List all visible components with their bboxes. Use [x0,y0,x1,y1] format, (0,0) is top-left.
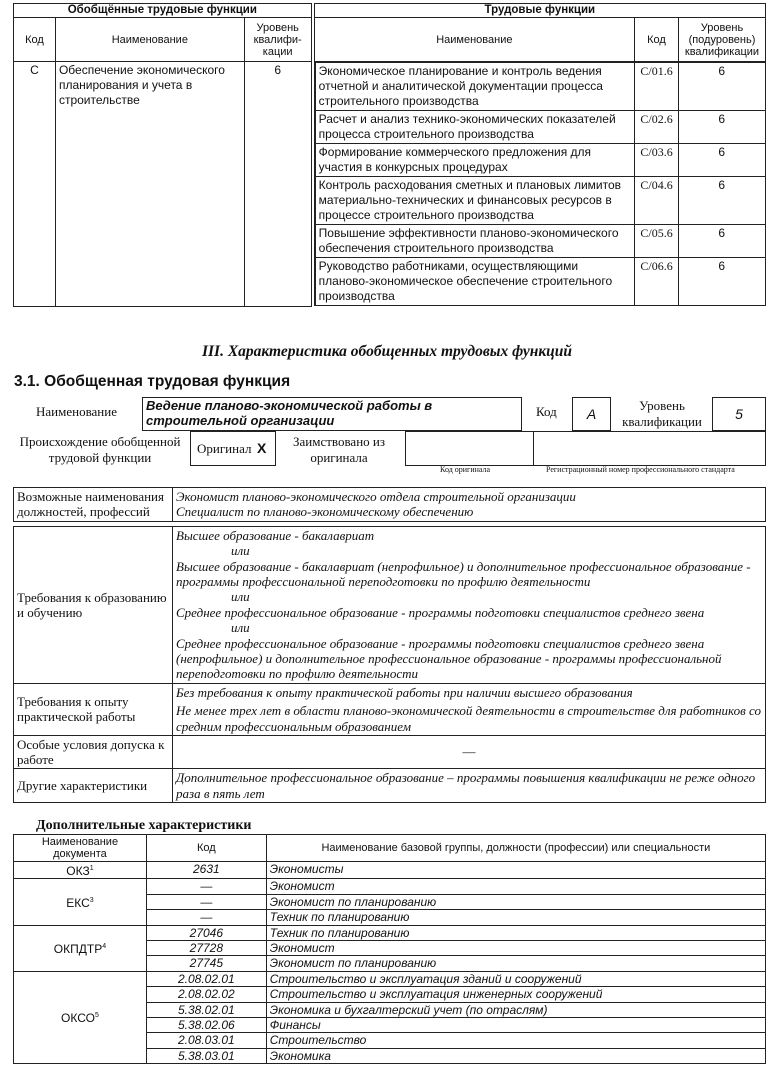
additional-table [13,834,766,1064]
function-name: Руководство работниками, осуществляющими планово-экономическое обеспечение строительного производства [315,258,634,306]
additional-code: 2.08.02.02 [146,987,266,1002]
additional-row [14,862,766,879]
document-name [14,862,147,879]
other-label: Другие характеристики [14,769,173,803]
document-name [14,925,147,971]
additional-code: 2631 [146,862,266,879]
function-level: 6 [679,225,765,258]
gtf-name: Обеспечение экономического планирования и учета в строительстве [55,62,244,307]
additional-code: — [146,910,266,925]
orig-code-caption: Код оригинала [440,465,491,474]
education-values [173,526,766,683]
col-code-header: Код [14,18,56,62]
additional-code: — [146,879,266,894]
additional-name: Экономист по планированию [266,956,765,971]
additional-name: Строительство [266,1033,765,1048]
function-code: C/05.6 [635,225,679,258]
additional-name: Экономисты [266,862,765,879]
name-value: Ведение планово-экономической работы в строительной организации [146,398,433,428]
function-code: C/03.6 [635,144,679,177]
additional-name: Экономист по планированию [266,894,765,909]
additional-name: Техник по планированию [266,910,765,925]
gtf-title: 3.1. Обобщенная трудовая функция [14,373,291,390]
additional-name: Строительство и эксплуатация инженерных сооружений [266,987,765,1002]
col-name-right-header: Наименование [314,18,634,62]
reg-num-caption: Регистрационный номер профессионального стандарта [546,465,735,474]
col-level-right-header: Уровень (подуровень) квалификации [678,18,765,62]
function-level: 6 [679,177,765,225]
code-label: Код [536,404,557,419]
additional-code: 27728 [146,941,266,956]
function-row [315,258,765,306]
function-name: Повышение эффективности планово-экономического обеспечения строительного производства [315,225,634,258]
function-level: 6 [679,111,765,144]
original-label: Оригинал [197,441,252,456]
function-name: Экономическое планирование и контроль ведения отчетной и аналитической документации процесса строительного производства [315,63,634,111]
gtf-level: 6 [244,62,311,307]
footnote-mark: 5 [94,1012,99,1020]
functions-container [314,62,765,307]
additional-row [14,925,766,940]
footnote-mark: 1 [89,865,94,872]
name-box [142,397,522,431]
function-level: 6 [679,63,765,111]
document-label: ЕКС [66,895,90,910]
additional-code: 5.38.02.06 [146,1018,266,1033]
position-item: Экономист планово-экономического отдела строительной организации [176,489,576,504]
document-label: ОКСО [61,1011,95,1026]
original-box [190,431,276,466]
section-title: III. Характеристика обобщенных трудовых функций [201,343,573,360]
function-level: 6 [679,258,765,306]
education-or: или [231,620,250,636]
additional-name: Экономика [266,1048,765,1063]
function-level: 6 [679,144,765,177]
education-item: Высшее образование - бакалавриат (непрофильное) и дополнительное профессиональное образование - программы профессиональной переподготовки по профилю деятельности [176,558,751,590]
additional-name: Экономист [266,941,765,956]
additional-name: Экономист [266,879,765,894]
col-code-header: Код [146,835,266,862]
level-value: 5 [735,406,743,422]
generalized-functions-header: Обобщённые трудовые функции [14,4,312,18]
function-row [315,177,765,225]
other-value: Дополнительное профессиональное образование – программы повышения квалификации не реже одного раза в пять лет [173,769,766,803]
additional-row [14,879,766,894]
additional-code: 2.08.02.01 [146,971,266,986]
labor-functions-header: Трудовые функции [314,4,765,18]
function-name: Контроль расходования сметных и плановых лимитов материально-технических и финансовых ресурсов в процессе строительного производства [315,177,634,225]
experience-item: Не менее трех лет в области планово-экономической деятельности в строительстве для работников со средним профессиональным образованием [176,703,761,734]
additional-code: 2.08.03.01 [146,1033,266,1048]
col-code-right-header: Код [635,18,679,62]
labor-functions-table [13,3,766,307]
experience-values [173,683,766,735]
additional-name: Строительство и эксплуатация зданий и сооружений [266,971,765,986]
additional-title: Дополнительные характеристики [36,818,252,833]
additional-row [14,971,766,986]
function-row [315,225,765,258]
education-item: Среднее профессиональное образование - программы подготовки специалистов среднего звена (непрофильное) и дополнительное профессиональное образование - программы профессиональной переподготовки по профилю деятельности [176,635,722,682]
functions-subtable [315,62,766,306]
characteristics-table [13,487,766,803]
function-row [315,144,765,177]
function-code: C/04.6 [635,177,679,225]
borrowed-label: Заимствовано из оригинала [292,434,385,465]
experience-item: Без требования к опыту практической работы при наличии высшего образования [176,684,633,700]
function-name: Расчет и анализ технико-экономических показателей процесса строительного производства [315,111,634,144]
level-label: Уровень квалификации [622,398,702,429]
additional-code: — [146,894,266,909]
additional-code: 5.38.02.01 [146,1002,266,1017]
additional-code: 5.38.03.01 [146,1048,266,1063]
col-name-header: Наименование [55,18,244,62]
code-value: A [586,406,597,422]
name-label: Наименование [36,404,117,419]
orig-code-box [405,431,534,466]
document-name [14,879,147,925]
level-box [712,397,766,431]
education-label: Требования к образованию и обучению [14,526,173,683]
col-doc-header: Наименование документа [14,835,147,862]
education-or: или [231,543,250,559]
position-item: Специалист по планово-экономическому обеспечению [176,504,474,520]
function-code: C/01.6 [635,63,679,111]
positions-values [173,488,766,522]
function-name: Формирование коммерческого предложения для участия в конкурсных процедурах [315,144,634,177]
education-or: или [231,589,250,605]
document-name [14,971,147,1063]
gtf-code: C [14,62,56,307]
code-box [572,397,611,431]
document-label: ОКПДТР [53,942,103,957]
additional-name: Экономика и бухгалтерский учет (по отраслям) [266,1002,765,1017]
special-label: Особые условия допуска к работе [14,736,173,769]
function-code: C/06.6 [635,258,679,306]
additional-code: 27745 [146,956,266,971]
education-item: Высшее образование - бакалавриат [176,527,375,543]
additional-name: Техник по планированию [266,925,765,940]
additional-name: Финансы [266,1018,765,1033]
document-label: ОКЗ [66,864,90,878]
experience-label: Требования к опыту практической работы [14,683,173,735]
education-item: Среднее профессиональное образование - программы подготовки специалистов среднего звена [176,604,705,620]
additional-code: 27046 [146,925,266,940]
col-name-header: Наименование базовой группы, должности (профессии) или специальности [266,835,765,862]
function-row [315,111,765,144]
function-code: C/02.6 [635,111,679,144]
function-row [315,63,765,111]
reg-num-box [533,431,766,466]
footnote-mark: 4 [102,943,107,951]
special-value: — [173,736,766,769]
col-level-header: Уровень квалифи-кации [244,18,311,62]
original-mark: X [257,440,267,456]
footnote-mark: 3 [89,896,94,904]
positions-label: Возможные наименования должностей, профессий [14,488,173,522]
origin-label: Происхождение обобщенной трудовой функции [19,434,181,465]
